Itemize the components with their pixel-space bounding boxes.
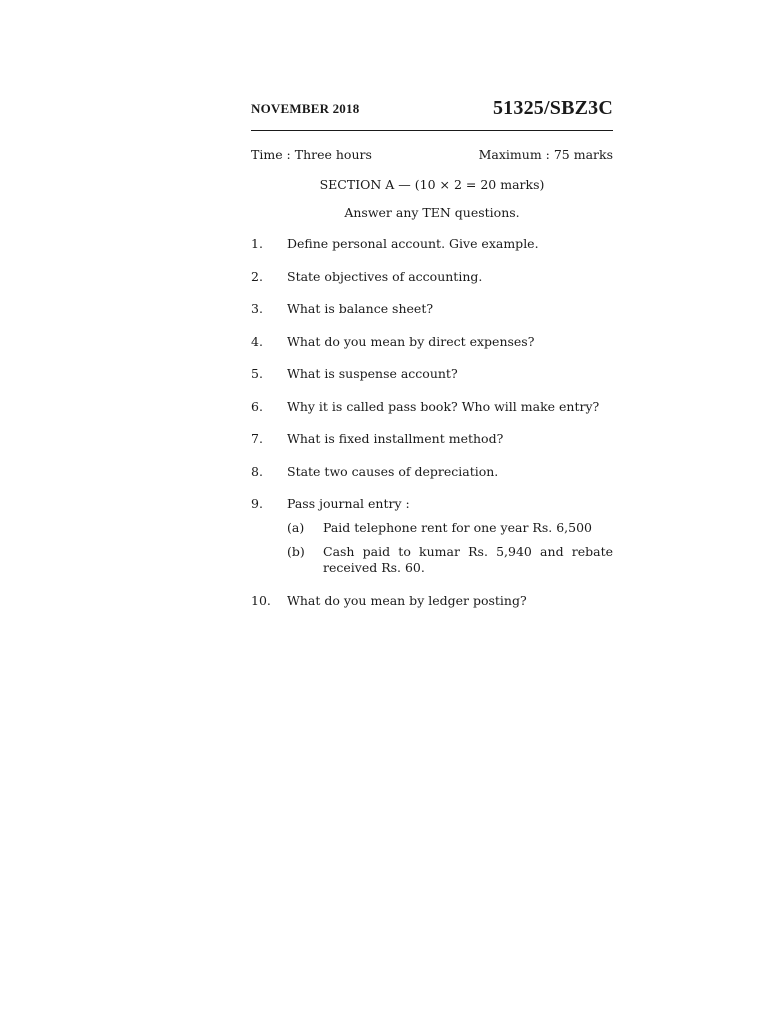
- question-item: [251, 431, 613, 447]
- question-item: [251, 334, 613, 350]
- sub-question: [287, 520, 613, 536]
- question-text: State two causes of depreciation.: [287, 463, 499, 479]
- question-text: What do you mean by direct expenses?: [287, 333, 535, 349]
- header: [251, 90, 613, 120]
- question-number: 4.: [251, 333, 263, 349]
- question-text: State objectives of accounting.: [287, 268, 483, 284]
- question-text: What do you mean by ledger posting?: [287, 592, 527, 608]
- question-number: 1.: [251, 236, 263, 251]
- question-list: [251, 236, 613, 609]
- question-body: [287, 496, 613, 576]
- exam-meta: [251, 147, 613, 162]
- question-text: Define personal account. Give example.: [287, 236, 539, 251]
- question-number: 2.: [251, 268, 263, 284]
- question-text: Why it is called pass book? Who will make entry?: [287, 398, 600, 414]
- question-item: [251, 236, 613, 252]
- question-item: [251, 496, 613, 576]
- paper-code: 51325/SBZ3C: [492, 97, 613, 119]
- exam-month: NOVEMBER 2018: [251, 101, 360, 116]
- question-number: 10.: [251, 592, 271, 608]
- question-number: 6.: [251, 398, 263, 414]
- question-number: 3.: [251, 301, 263, 316]
- sub-question: [287, 544, 613, 576]
- section-title: SECTION A — (10 × 2 = 20 marks): [319, 177, 545, 192]
- question-text: Pass journal entry :: [287, 496, 410, 511]
- question-number: 8.: [251, 463, 263, 479]
- question-item: [251, 593, 613, 609]
- question-item: [251, 366, 613, 382]
- section-instruction: Answer any TEN questions.: [344, 205, 520, 220]
- question-number: 7.: [251, 431, 263, 446]
- question-number: 9.: [251, 496, 263, 511]
- header-rule: [251, 130, 613, 131]
- sub-question-text: Cash paid to kumar Rs. 5,940 and rebate received Rs. 60.: [323, 544, 613, 575]
- question-item: [251, 269, 613, 285]
- question-number: 5.: [251, 366, 263, 381]
- question-text: What is fixed installment method?: [287, 431, 504, 446]
- question-item: [251, 399, 613, 415]
- time-allowed: Time : Three hours: [251, 147, 372, 162]
- maximum-marks: Maximum : 75 marks: [478, 147, 613, 162]
- question-item: [251, 464, 613, 480]
- sub-question-label: (a): [287, 520, 305, 535]
- question-text: What is suspense account?: [287, 366, 458, 381]
- question-text: What is balance sheet?: [287, 301, 434, 316]
- question-item: [251, 301, 613, 317]
- sub-question-text: Paid telephone rent for one year Rs. 6,500: [323, 520, 592, 535]
- exam-page: [251, 90, 613, 625]
- sub-question-label: (b): [287, 544, 305, 559]
